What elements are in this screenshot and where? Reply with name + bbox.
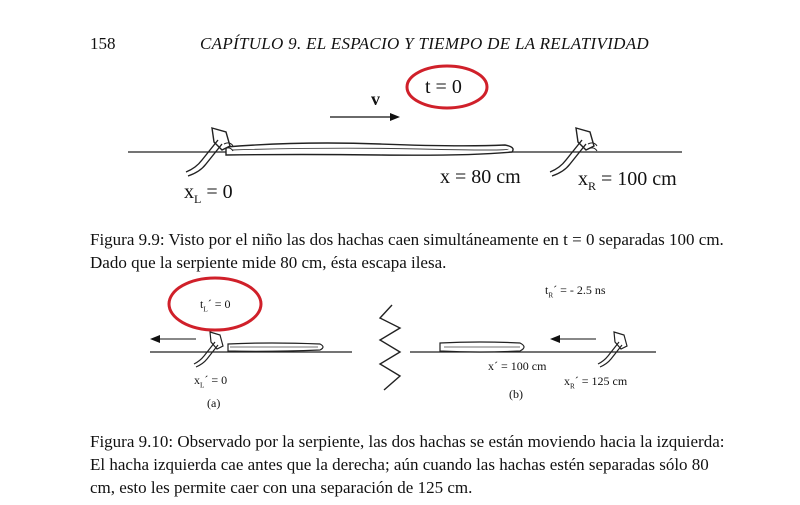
caption-figure-9-9: Figura 9.9: Visto por el niño las dos hachas caen simultáneamente en t = 0 separadas 100 cm. Dado que la serpiente mide 80 cm, ésta escapa ilesa. xyxy=(90,230,724,272)
x-80-label: x = 80 cm xyxy=(440,166,521,188)
caption-figure-9-10: Figura 9.10: Observado por la serpiente, las dos hachas se están moviendo hacia la izquierda: El hacha izquierda cae antes que la derecha; aún cuando las hachas estén separadas sólo 80 cm, esto les permite caer con una separación de 125 cm. xyxy=(90,432,725,497)
panel-a-label: (a) xyxy=(207,396,221,410)
xL-prime-label: $x_L´ = 0$ xyxy=(194,373,228,390)
tL-label: $t_L´ = 0$ xyxy=(200,297,231,314)
axe-b-icon xyxy=(598,332,627,367)
arrowhead-left-a xyxy=(150,335,160,343)
page-number: 158 xyxy=(90,34,116,53)
velocity-label: v xyxy=(371,89,380,109)
panel-b-label: (b) xyxy=(509,387,523,401)
xR-label: $x_R = 100$ cm xyxy=(578,168,677,193)
chapter-title: CAPÍTULO 9. EL ESPACIO Y TIEMPO DE LA RELATIVIDAD xyxy=(200,34,649,53)
x-prime-label: x´ = 100 cm xyxy=(488,359,547,373)
tR-label: $t_R´$ = - 2.5 ns xyxy=(545,283,606,300)
zigzag-separator xyxy=(380,305,400,390)
xR-prime-label: $x_R´ = 125$ cm xyxy=(564,374,628,391)
axe-a-icon xyxy=(194,332,223,367)
xL-label: $x_L = 0$ xyxy=(184,181,233,206)
time-label-t0: t = 0 xyxy=(425,76,462,98)
arrowhead-left-b xyxy=(550,335,560,343)
